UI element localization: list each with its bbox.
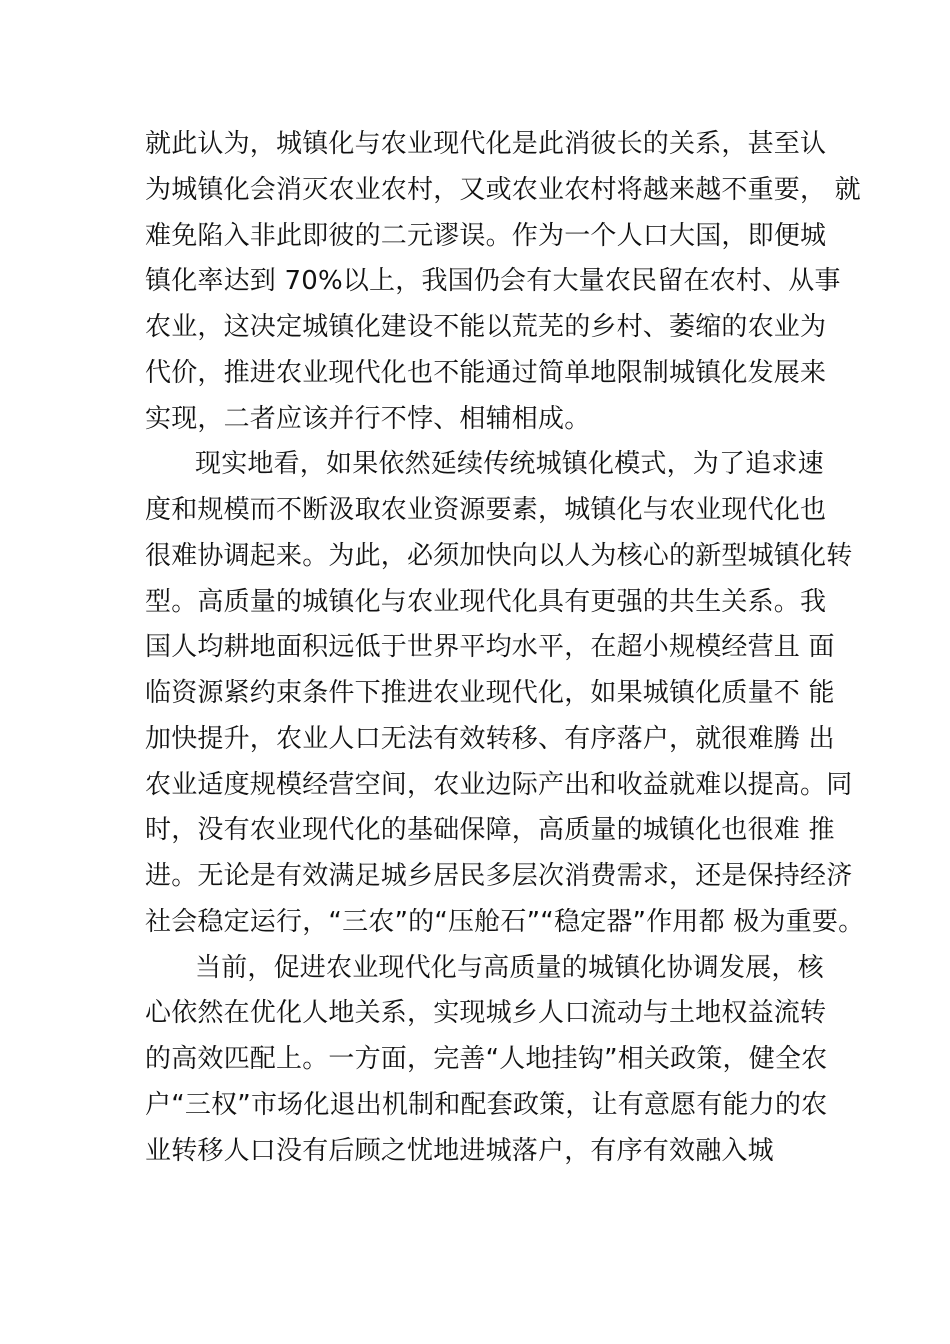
text-line: 农业适度规模经营空间，农业边际产出和收益就难以提高。同	[145, 769, 853, 800]
text-line: 为城镇化会消灭农业农村，又或农业农村将越来越不重要， 就	[145, 174, 861, 205]
body-text	[145, 122, 865, 1174]
text-line: 加快提升，农业人口无法有效转移、有序落户，就很难腾 出	[145, 723, 835, 754]
text-line: 的高效匹配上。一方面，完善“人地挂钩”相关政策，健全农	[145, 1044, 828, 1074]
text-line: 农业，这决定城镇化建设不能以荒芜的乡村、萎缩的农业为	[145, 312, 827, 342]
text-line: 进。无论是有效满足城乡居民多层次消费需求，还是保持经济	[145, 861, 853, 891]
text-line: 度和规模而不断汲取农业资源要素，城镇化与农业现代化也	[145, 495, 827, 525]
text-line: 很难协调起来。为此，必须加快向以人为核心的新型城镇化转	[145, 540, 853, 571]
text-line: 难免陷入非此即彼的二元谬误。作为一个人口大国，即便城	[145, 220, 827, 251]
paragraph-first-line: 当前，促进农业现代化与高质量的城镇化协调发展，核	[195, 952, 824, 983]
text-line: 社会稳定运行，“三农”的“压舱石”“稳定器”作用都 极为重要。	[145, 906, 865, 937]
text-line: 实现，二者应该并行不悖、相辅相成。	[145, 403, 591, 434]
paragraph-first-line: 现实地看，如果依然延续传统城镇化模式，为了追求速	[195, 449, 824, 480]
text-line: 时，没有农业现代化的基础保障，高质量的城镇化也很难 推	[145, 815, 835, 846]
text-line: 临资源紧约束条件下推进农业现代化，如果城镇化质量不 能	[145, 678, 835, 708]
text-line: 代价，推进农业现代化也不能通过简单地限制城镇化发展来	[145, 357, 827, 388]
text-line: 户“三权”市场化退出机制和配套政策，让有意愿有能力的农	[145, 1089, 828, 1120]
text-line: 心依然在优化人地关系，实现城乡人口流动与土地权益流转	[145, 998, 827, 1029]
text-line: 镇化率达到 70%以上，我国仍会有大量农民留在农村、从事	[145, 266, 841, 297]
text-line: 业转移人口没有后顾之忧地进城落户，有序有效融入城	[145, 1135, 774, 1166]
text-line: 型。高质量的城镇化与农业现代化具有更强的共生关系。我	[145, 586, 827, 617]
text-line: 就此认为，城镇化与农业现代化是此消彼长的关系，甚至认	[145, 129, 827, 159]
text-line: 国人均耕地面积远低于世界平均水平，在超小规模经营且 面	[145, 632, 835, 663]
